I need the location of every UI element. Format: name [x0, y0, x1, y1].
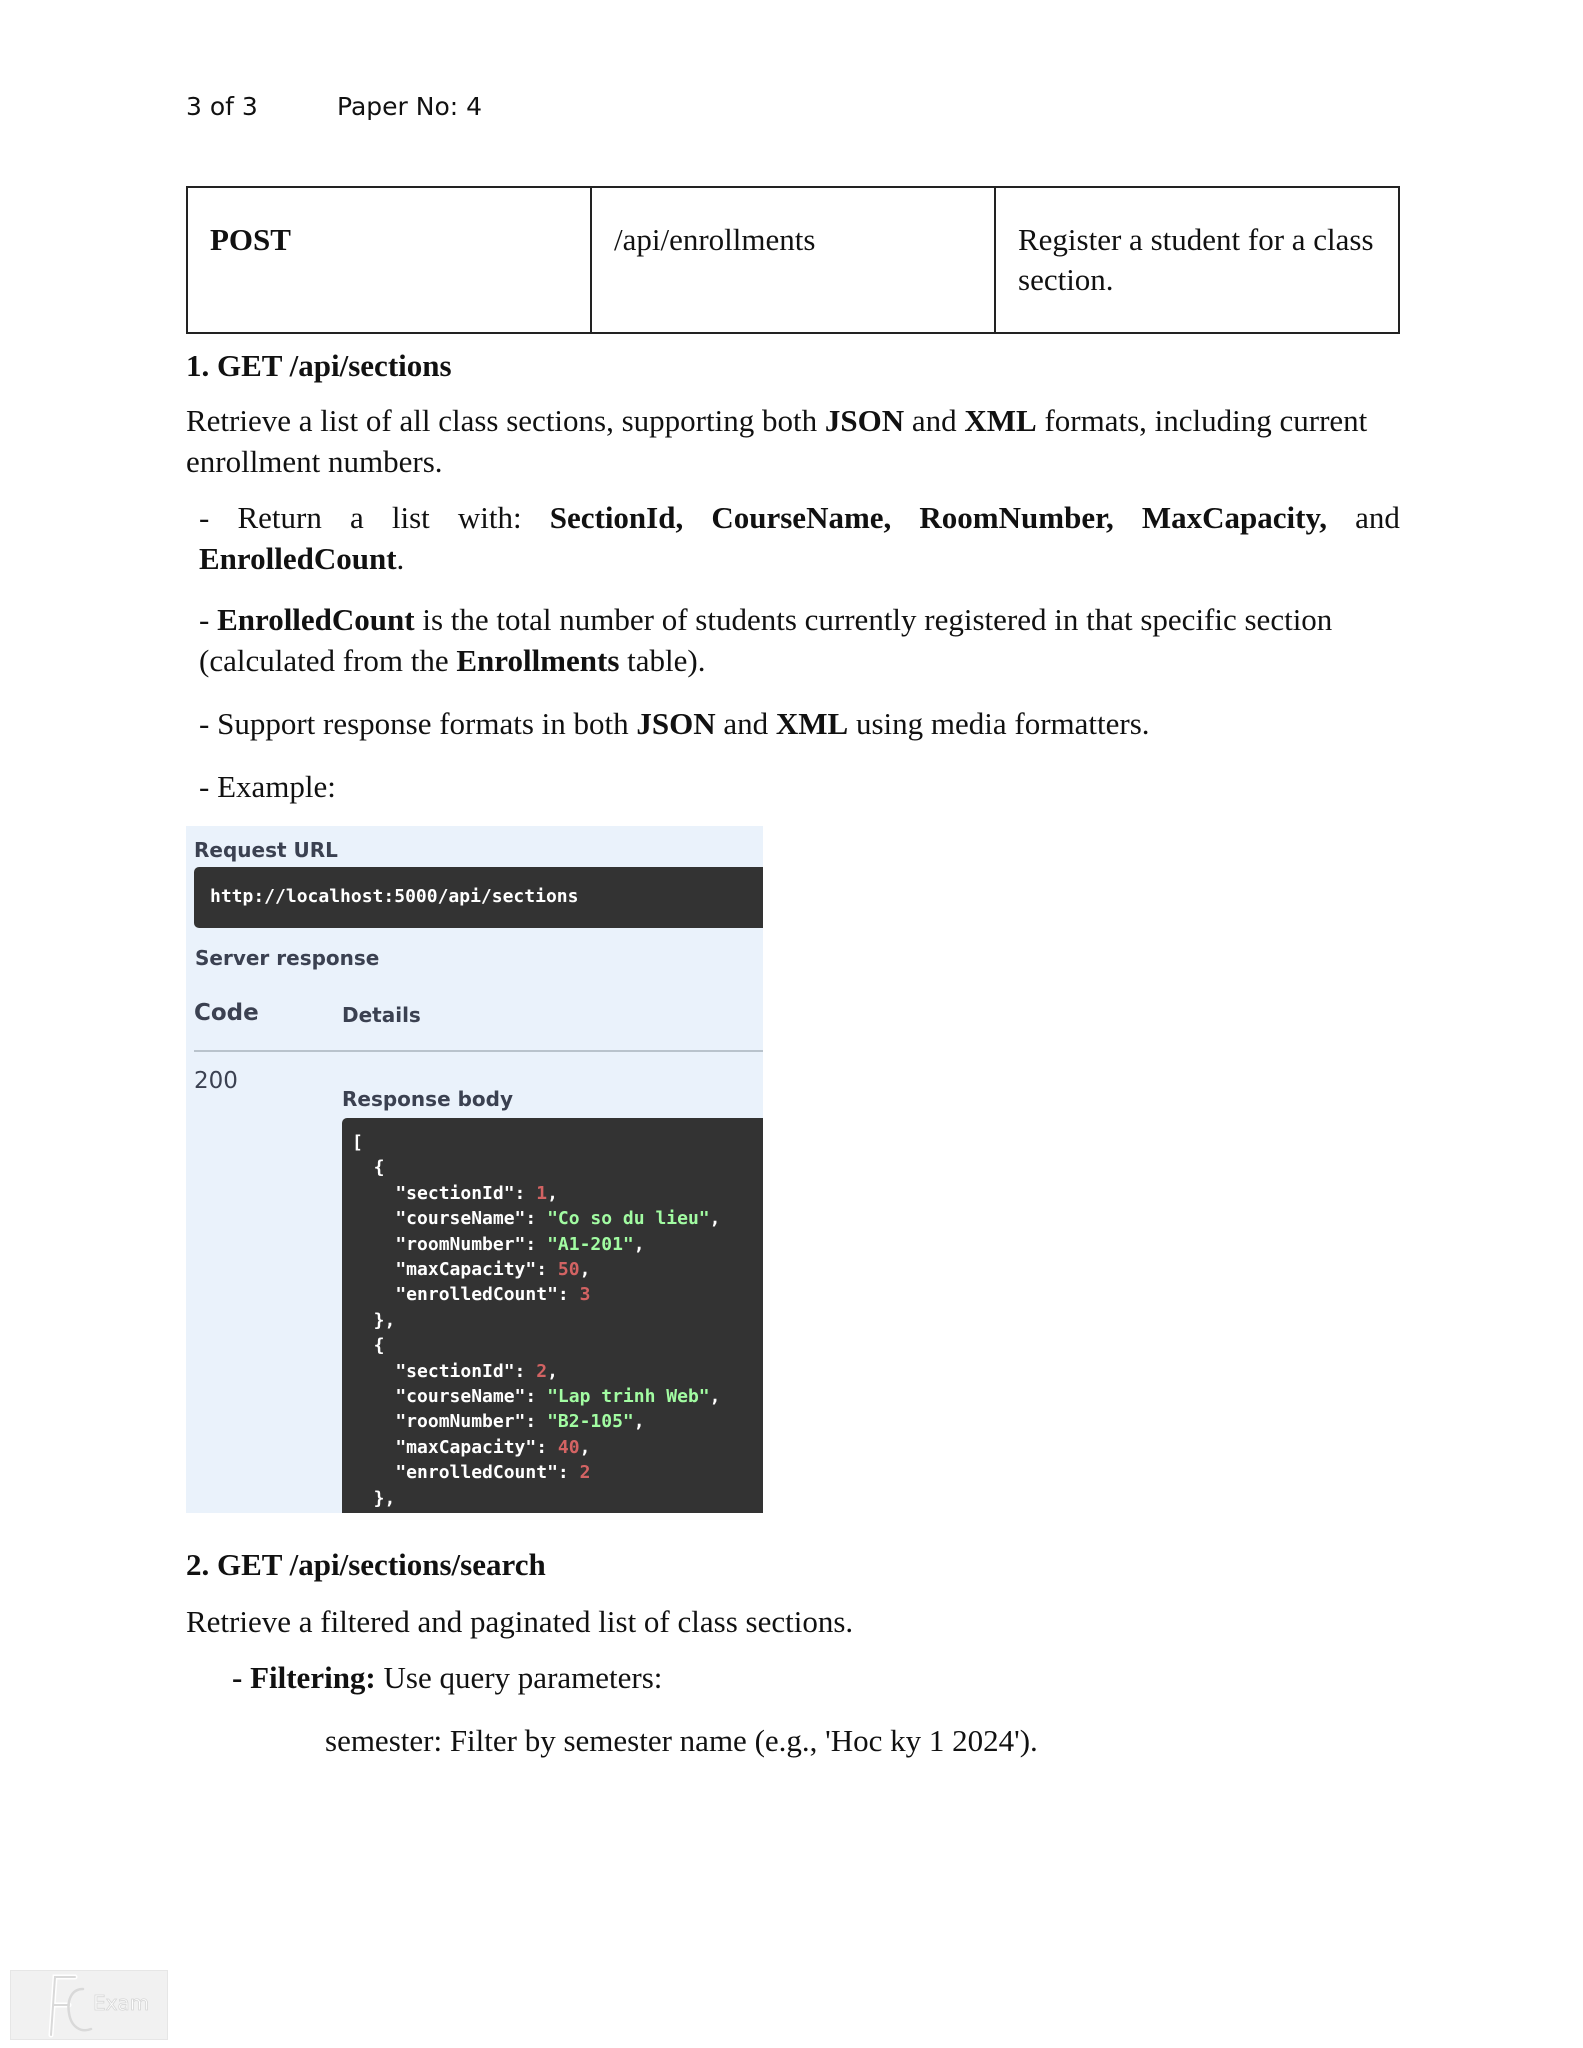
- exam-logo-watermark: [10, 1970, 168, 2040]
- request-url: http://localhost:5000/api/sections: [210, 886, 579, 907]
- details-column-header: Details: [342, 1003, 421, 1027]
- record-1-enrolled-count: 3: [579, 1284, 591, 1306]
- http-method-cell: POST: [187, 187, 591, 333]
- request-url-box: [194, 867, 763, 928]
- response-body-json: [ { "sectionId": 1, "courseName": "Co so du lieu", "roomNumber": "A1-201", "maxCapacity": 50, "enrolledCount": 3 }, { "sectionId": 2, "courseName": "Lap trinh Web", "roomNumber": "B2-105", "maxCapacity": 40, "enrolledCount": 2 },: [352, 1132, 721, 1509]
- record-1-course-name: "Co so du lieu": [547, 1208, 710, 1230]
- enrolled-count-note: [199, 599, 1400, 681]
- enrolled-note-line-2: (calculated from the Enrollments table).: [199, 643, 706, 678]
- paper-number: Paper No: 4: [337, 92, 483, 121]
- record-1-room-number: "A1-201": [547, 1233, 634, 1255]
- exam-logo-icon: [11, 1971, 169, 2041]
- return-list-line-2: EnrolledCount.: [199, 541, 405, 576]
- section-2-title: 2. GET /api/sections/search: [186, 1547, 546, 1582]
- filtering-label: - Filtering:: [232, 1660, 376, 1695]
- status-code: 200: [194, 1068, 238, 1094]
- record-2-room-number: "B2-105": [547, 1411, 634, 1433]
- endpoint-path-cell: /api/enrollments: [591, 187, 995, 333]
- return-list-line-1: - Return a list with: SectionId, CourseName, RoomNumber, MaxCapacity, and: [199, 497, 1400, 538]
- field-max-capacity: MaxCapacity,: [1141, 500, 1327, 535]
- field-course-name: CourseName,: [711, 500, 892, 535]
- section-1-title: 1. GET /api/sections: [186, 348, 452, 383]
- response-divider: [194, 1050, 763, 1052]
- page-counter: 3 of 3: [186, 92, 258, 121]
- return-list-note: [199, 497, 1400, 579]
- field-enrolled-count: EnrolledCount: [199, 541, 397, 576]
- section-2-intro: Retrieve a filtered and paginated list of class sections.: [186, 1604, 854, 1639]
- field-room-number: RoomNumber,: [919, 500, 1114, 535]
- endpoint-row: [187, 187, 1399, 333]
- api-response-screenshot: [186, 826, 763, 1513]
- svg-text:Exam: Exam: [93, 1991, 150, 2015]
- formats-note: - Support response formats in both JSON and XML using media formatters.: [199, 706, 1150, 741]
- response-body-label: Response body: [342, 1087, 514, 1111]
- request-url-label: Request URL: [194, 838, 338, 862]
- example-label: - Example:: [199, 769, 336, 804]
- record-2-max-capacity: 40: [557, 1436, 580, 1458]
- enrolled-note-line-1: - EnrolledCount is the total number of students currently registered in that specific section: [199, 602, 1333, 637]
- filtering-note: - Filtering: Use query parameters:: [232, 1660, 663, 1695]
- field-section-id: SectionId,: [549, 500, 684, 535]
- response-body-box: [342, 1118, 763, 1513]
- section-1-intro: [186, 400, 1400, 482]
- code-column-header: Code: [194, 1000, 259, 1026]
- record-2-section-id: 2: [536, 1360, 548, 1382]
- record-1-section-id: 1: [536, 1182, 548, 1204]
- endpoint-table: [186, 186, 1400, 334]
- record-2-enrolled-count: 2: [579, 1462, 591, 1484]
- server-response-label: Server response: [195, 946, 380, 970]
- endpoint-description-cell: Register a student for a class section.: [995, 187, 1399, 333]
- record-1-max-capacity: 50: [557, 1259, 580, 1281]
- intro-line-2: enrollment numbers.: [186, 444, 443, 479]
- semester-parameter: semester: Filter by semester name (e.g., 'Hoc ky 1 2024').: [325, 1723, 1038, 1758]
- record-2-course-name: "Lap trinh Web": [547, 1386, 710, 1408]
- intro-line-1: Retrieve a list of all class sections, supporting both JSON and XML formats, including current: [186, 403, 1368, 438]
